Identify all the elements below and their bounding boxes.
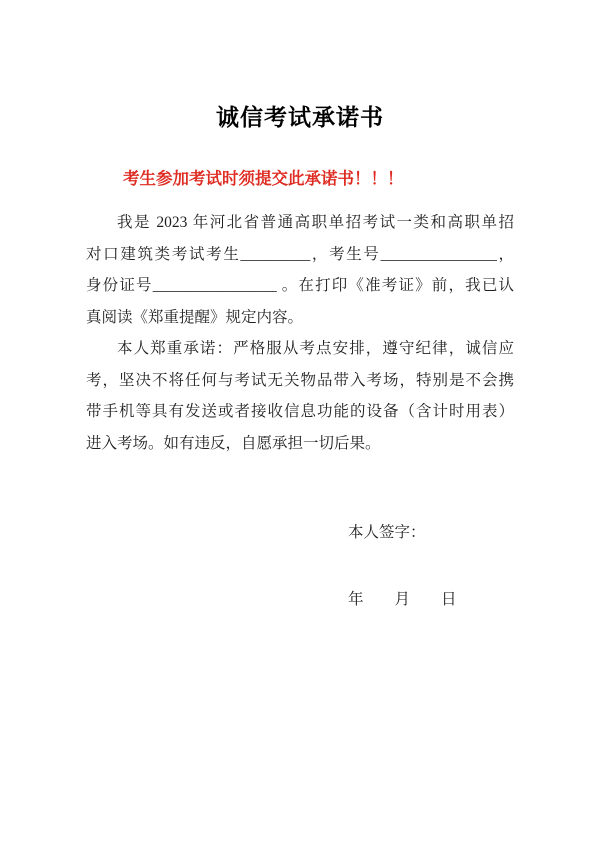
notice-text: 考生参加考试时须提交此承诺书！！！ (123, 169, 404, 188)
body-line-candidate-name-blank: 对口建筑类考试考生_________，考生号_______________， (86, 245, 514, 263)
body-line: 考，坚决不将任何与考试无关物品带入考场，特别是不会携 (86, 371, 514, 389)
body-line: 本人郑重承诺：严格服从考点安排，遵守纪律，诚信应 (117, 340, 514, 357)
page-title: 诚信考试承诺书 (216, 105, 384, 131)
body-line: 真阅读《郑重提醒》规定内容。 (86, 308, 304, 326)
body-line: 进入考场。如有违反，自愿承担一切后果。 (86, 434, 381, 452)
body-line-id-number-blank: 身份证号________________ 。在打印《准考证》前，我已认 (86, 277, 514, 294)
paragraph-identity (86, 207, 514, 333)
signature-label: 本人签字： (348, 524, 426, 541)
body-line: 带手机等具有发送或者接收信息功能的设备（含计时用表） (86, 403, 514, 420)
body-line: 我是 2023 年河北省普通高职单招考试一类和高职单招 (117, 214, 514, 231)
paragraph-commitment (86, 333, 514, 459)
date-label: 年 月 日 (348, 590, 457, 608)
